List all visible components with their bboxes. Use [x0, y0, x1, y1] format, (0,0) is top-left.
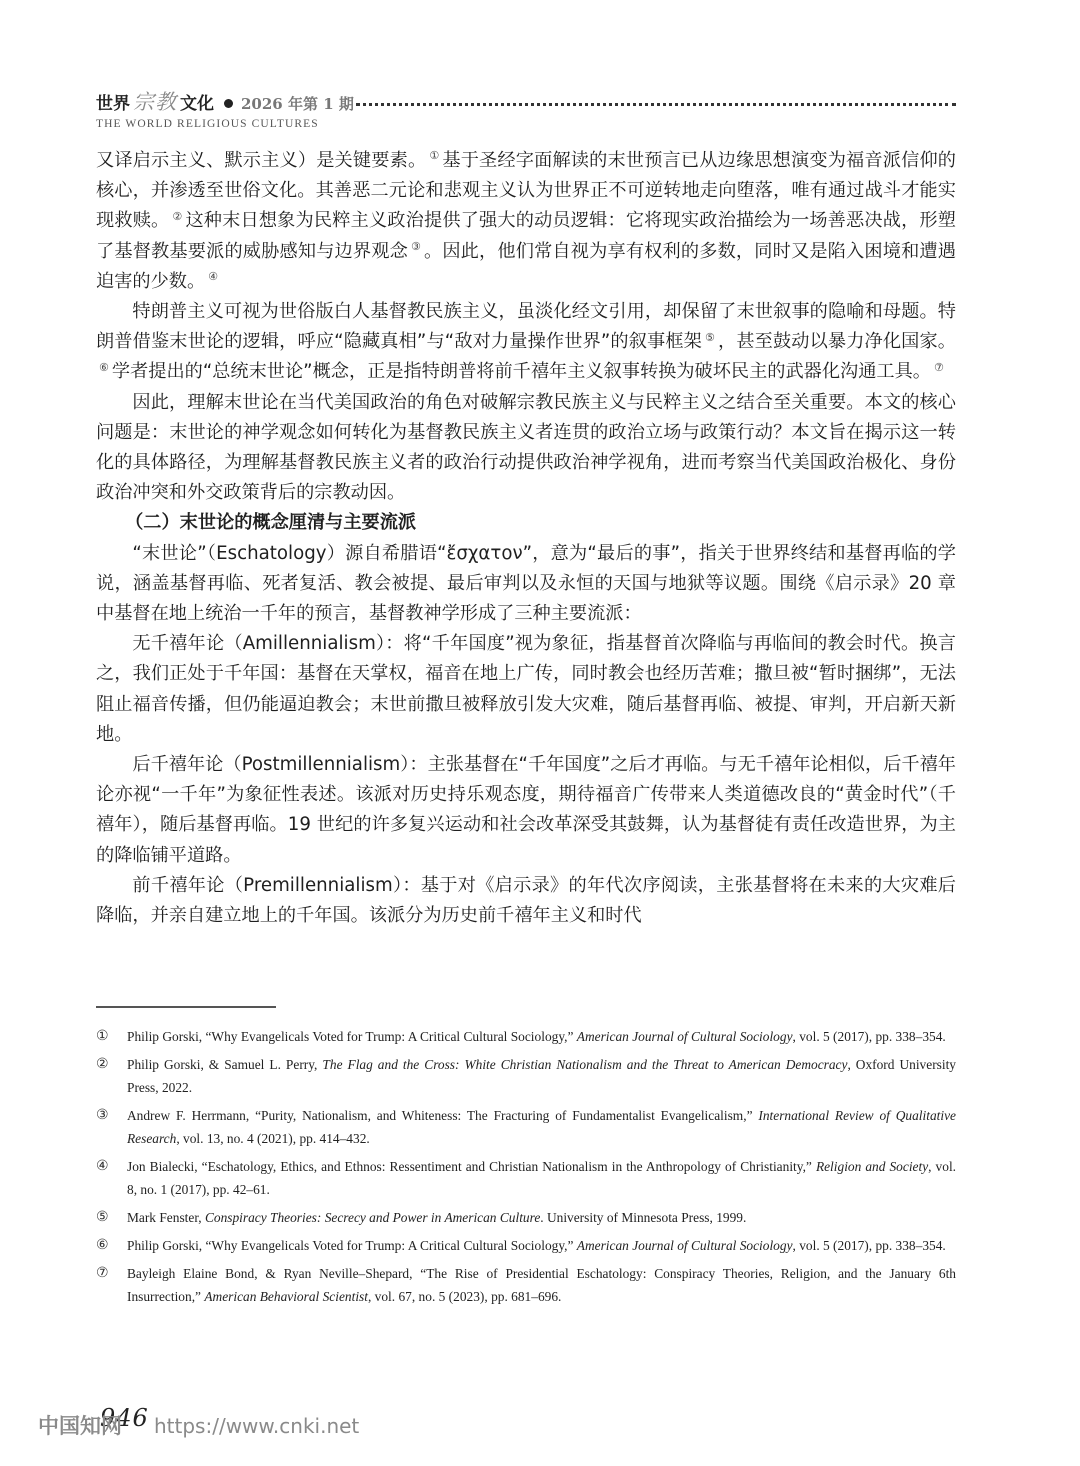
- journal-title-stylized: 宗教: [133, 90, 177, 114]
- citation-details: , vol. 8, no. 1 (2017), pp. 42–61.: [127, 1159, 957, 1197]
- dotted-leader: [356, 103, 956, 106]
- footnote-ref-4[interactable]: ④: [208, 270, 219, 284]
- footnote-text: [127, 1155, 956, 1201]
- citation-text: Philip Gorski, & Samuel L. Perry,: [127, 1057, 323, 1072]
- page-number: 946: [100, 1404, 149, 1432]
- footnote-6: [96, 1234, 956, 1257]
- footnote-ref-5[interactable]: ⑤: [705, 330, 715, 344]
- footnote-text: [127, 1234, 956, 1257]
- citation-text: Philip Gorski, “Why Evangelicals Voted for Trump: A Critical Cultural Sociology,”: [127, 1029, 577, 1044]
- footnote-ref-2[interactable]: ②: [172, 209, 183, 223]
- journal-title-prefix: 世界: [96, 94, 130, 114]
- citation-text: Bayleigh Elaine Bond, & Ryan Neville–Shepard, “The Rise of Presidential Eschatology: Conspiracy Theories, Religion, and the January 6th Insurrection,”: [127, 1266, 956, 1304]
- watermark-url[interactable]: https://www.cnki.net: [154, 1414, 360, 1438]
- watermark-logo-text: 中国知网: [38, 1414, 122, 1438]
- footnote-marker: ④: [96, 1159, 109, 1174]
- running-header: [96, 86, 956, 130]
- footnote-text: [127, 1104, 956, 1150]
- citation-source: The Flag and the Cross: White Christian Nationalism and the Threat to American Democracy: [322, 1057, 848, 1072]
- citation-source: Conspiracy Theories: Secrecy and Power in American Culture: [204, 1210, 541, 1225]
- text-run: 学者提出的“总统末世论”概念，正是指特朗普将前千禧年主义叙事转换为破坏民主的武器化沟通工具。: [111, 361, 931, 383]
- footnote-5: [96, 1206, 956, 1229]
- footnote-marker: ③: [96, 1108, 109, 1123]
- text-run: 这种末日想象为民粹主义政治提供了强大的动员逻辑：它将现实政治描绘为一场善恶决战，形塑了基督教基要派的威胁感知与边界观念: [96, 210, 956, 262]
- text-run: 基于圣经字面解读的末世预言已从边缘思想演变为福音派信仰的核心，并渗透至世俗文化。其善恶二元论和悲观主义认为世界正不可逆转地走向堕落，唯有通过战斗才能实现救赎。: [96, 150, 956, 232]
- journal-title-suffix: 文化: [180, 94, 214, 114]
- footnote-ref-7[interactable]: ⑦: [933, 360, 944, 374]
- journal-title-row: [96, 86, 956, 116]
- footnote-ref-1[interactable]: ①: [429, 149, 440, 163]
- journal-title-en: THE WORLD RELIGIOUS CULTURES: [96, 118, 319, 130]
- citation-details: , Oxford University Press, 2022.: [127, 1057, 956, 1095]
- paragraph-6: 后千禧年论（Postmillennialism）：主张基督在“千年国度”之后才再临。与无千禧年论相似，后千禧年论亦视“一千年”为象征性表述。该派对历史持乐观态度，期待福音广传带来人类道德改良的“黄金时代”（千禧年），随后基督再临。19 世纪的许多复兴运动和社会改革深受其鼓舞，认为基督徒有责任改造世界，为主的降临铺平道路。: [96, 754, 956, 866]
- citation-source: Religion and Society: [815, 1159, 929, 1174]
- citation-source: American Journal of Cultural Sociology: [576, 1238, 793, 1253]
- citation-source: International Review of Qualitative Research: [127, 1108, 956, 1146]
- paragraph-7: 前千禧年论（Premillennialism）：基于对《启示录》的年代次序阅读，主张基督将在未来的大灾难后降临，并亲自建立地上的千年国。该派分为历史前千禧年主义和时代: [96, 874, 956, 927]
- text-run: 特朗普主义可视为世俗版白人基督教民族主义，虽淡化经文引用，却保留了末世叙事的隐喻和母题。特朗普借鉴末世论的逻辑，呼应“隐藏真相”与“敌对力量操作世界”的叙事框架: [96, 301, 956, 353]
- paragraph-5: 无千禧年论（Amillennialism）：将“千年国度”视为象征，指基督首次降临与再临间的教会时代。换言之，我们正处于千年国：基督在天掌权，福音在地上广传，同时教会也经历苦难；撒旦被“暂时捆绑”，无法阻止福音传播，但仍能逼迫教会；末世前撒旦被释放引发大灾难，随后基督再临、被提、审判，开启新天新地。: [96, 633, 956, 745]
- footnote-marker: ⑤: [96, 1210, 109, 1225]
- article-body: [96, 146, 956, 931]
- citation-details: , vol. 13, no. 4 (2021), pp. 414–432.: [176, 1131, 370, 1146]
- footnote-1: [96, 1025, 956, 1048]
- citation-details: , vol. 5 (2017), pp. 338–354.: [792, 1029, 946, 1044]
- citation-text: Jon Bialecki, “Eschatology, Ethics, and Ethnos: Ressentiment and Christian Nationalism in the Anthropology of Christianity,”: [127, 1159, 816, 1174]
- issue-label: 2026 年第 1 期: [241, 95, 354, 113]
- footnote-4: [96, 1155, 956, 1201]
- footnote-marker: ①: [96, 1029, 109, 1044]
- footnote-3: [96, 1104, 956, 1150]
- paragraph-2: [96, 297, 956, 388]
- footnote-ref-6[interactable]: ⑥: [99, 360, 109, 374]
- footnote-marker: ②: [96, 1057, 109, 1072]
- footnote-divider: [96, 1006, 276, 1008]
- citation-source: American Behavioral Scientist: [204, 1289, 368, 1304]
- citation-details: . University of Minnesota Press, 1999.: [540, 1210, 747, 1225]
- citation-text: Andrew F. Herrmann, “Purity, Nationalism, and Whiteness: The Fracturing of Fundamentalist Evangelicalism,”: [127, 1108, 759, 1123]
- text-run: 。因此，他们常自视为享有权利的多数，同时又是陷入困境和遭遇迫害的少数。: [96, 240, 956, 292]
- footnotes: [96, 1025, 956, 1313]
- paragraph-1: [96, 146, 956, 297]
- section-heading: （二）末世论的概念厘清与主要流派: [125, 512, 417, 534]
- citation-details: , vol. 5 (2017), pp. 338–354.: [792, 1238, 946, 1253]
- footnote-marker: ⑦: [96, 1266, 109, 1281]
- footnote-text: [127, 1262, 956, 1308]
- citation-text: Mark Fenster,: [127, 1210, 205, 1225]
- bullet-icon: [224, 99, 233, 108]
- footnote-2: [96, 1053, 956, 1099]
- footnote-ref-3[interactable]: ③: [410, 240, 421, 254]
- citation-source: American Journal of Cultural Sociology: [576, 1029, 793, 1044]
- footnote-marker: ⑥: [96, 1238, 109, 1253]
- text-run: ，甚至鼓动以暴力净化国家。: [718, 331, 956, 353]
- paragraph-4: “末世论”（Eschatology）源自希腊语“ἔσχατον”，意为“最后的事”，指关于世界终结和基督再临的学说，涵盖基督再临、死者复活、教会被提、最后审判以及永恒的天国与地狱等议题。围绕《启示录》20 章中基督在地上统治一千年的预言，基督教神学形成了三种主要流派：: [96, 542, 956, 625]
- footnote-7: [96, 1262, 956, 1308]
- citation-details: , vol. 67, no. 5 (2023), pp. 681–696.: [367, 1289, 562, 1304]
- cnki-watermark: [38, 1410, 359, 1440]
- footnote-text: [127, 1025, 956, 1048]
- footnote-text: [127, 1053, 956, 1099]
- citation-text: Philip Gorski, “Why Evangelicals Voted for Trump: A Critical Cultural Sociology,”: [127, 1238, 577, 1253]
- paragraph-3: 因此，理解末世论在当代美国政治的角色对破解宗教民族主义与民粹主义之结合至关重要。本文的核心问题是：末世论的神学观念如何转化为基督教民族主义者连贯的政治立场与政策行动？本文旨在揭示这一转化的具体路径，为理解基督教民族主义者的政治行动提供政治神学视角，进而考察当代美国政治极化、身份政治冲突和外交政策背后的宗教动因。: [96, 391, 956, 504]
- footnote-text: [127, 1206, 956, 1229]
- text-run: 又译启示主义、默示主义）是关键要素。: [96, 150, 427, 171]
